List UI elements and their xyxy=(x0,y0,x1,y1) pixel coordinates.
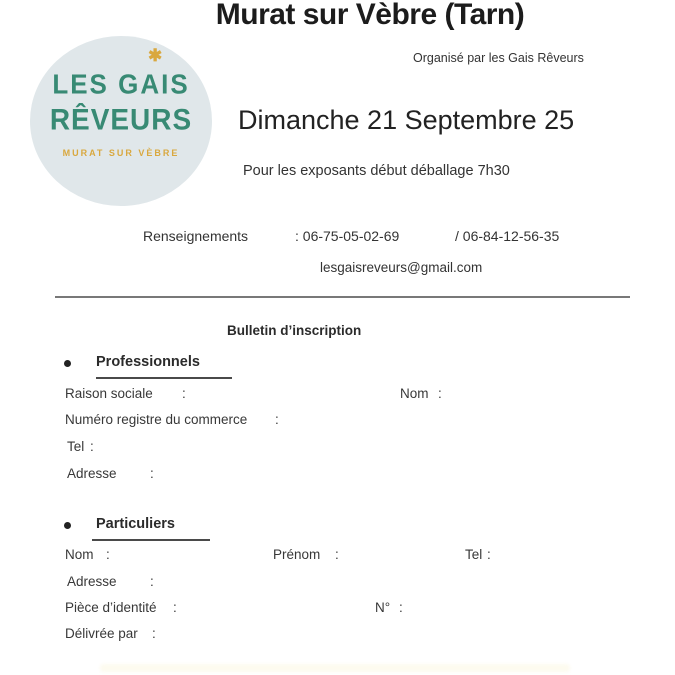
prenom-label: Prénom xyxy=(273,547,321,562)
contact-phone-1: : 06-75-05-02-69 xyxy=(295,228,400,244)
event-date: Dimanche 21 Septembre 25 xyxy=(238,105,575,135)
exhibitor-note: Pour les exposants début déballage 7h30 xyxy=(243,163,510,179)
contact-phone-2: / 06-84-12-56-35 xyxy=(455,228,560,244)
delivree-par-label: Délivrée par xyxy=(65,626,138,641)
registre-commerce-colon: : xyxy=(275,412,279,427)
numero-colon: : xyxy=(399,600,403,615)
tel-part-label: Tel xyxy=(465,547,483,562)
raison-sociale-label: Raison sociale xyxy=(65,386,153,401)
contact-email: lesgaisreveurs@gmail.com xyxy=(320,260,483,275)
page-title: Murat sur Vèbre (Tarn) xyxy=(215,0,525,31)
adresse-part-label: Adresse xyxy=(67,574,117,589)
section-underline xyxy=(96,377,232,379)
logo-text-line3: MURAT SUR VÈBRE xyxy=(62,148,180,158)
adresse-part-colon: : xyxy=(150,574,154,589)
tel-pro-label: Tel xyxy=(67,439,85,454)
piece-identite-colon: : xyxy=(173,600,177,615)
organizer-note: Organisé par les Gais Rêveurs xyxy=(413,51,584,65)
form-heading: Bulletin d’inscription xyxy=(227,323,362,338)
section-title-professionnels: Professionnels xyxy=(96,354,200,370)
numero-label: N° xyxy=(375,600,391,615)
gais-reveurs-logo xyxy=(30,36,212,206)
logo-text-line1: LES GAIS xyxy=(52,68,190,100)
prenom-colon: : xyxy=(335,547,339,562)
nom-part-label: Nom xyxy=(65,547,94,562)
flower-asterisk-icon: ✱ xyxy=(148,46,163,65)
raison-sociale-colon: : xyxy=(182,386,186,401)
delivree-par-colon: : xyxy=(152,626,156,641)
section-title-particuliers: Particuliers xyxy=(96,516,175,532)
registre-commerce-label: Numéro registre du commerce xyxy=(65,412,248,427)
nom-pro-label: Nom xyxy=(400,386,429,401)
nom-part-colon: : xyxy=(106,547,110,562)
logo-text-line2: RÊVEURS xyxy=(49,103,193,136)
contact-label: Renseignements xyxy=(143,228,249,244)
tel-part-colon: : xyxy=(487,547,491,562)
nom-pro-colon: : xyxy=(438,386,442,401)
piece-identite-label: Pièce d’identité xyxy=(65,600,157,615)
bullet-icon xyxy=(64,522,71,529)
cropped-next-line-artifact xyxy=(100,664,570,672)
tel-pro-colon: : xyxy=(90,439,94,454)
adresse-pro-label: Adresse xyxy=(67,466,117,481)
horizontal-divider xyxy=(55,296,630,298)
bullet-icon xyxy=(64,360,71,367)
adresse-pro-colon: : xyxy=(150,466,154,481)
section-underline xyxy=(92,539,210,541)
